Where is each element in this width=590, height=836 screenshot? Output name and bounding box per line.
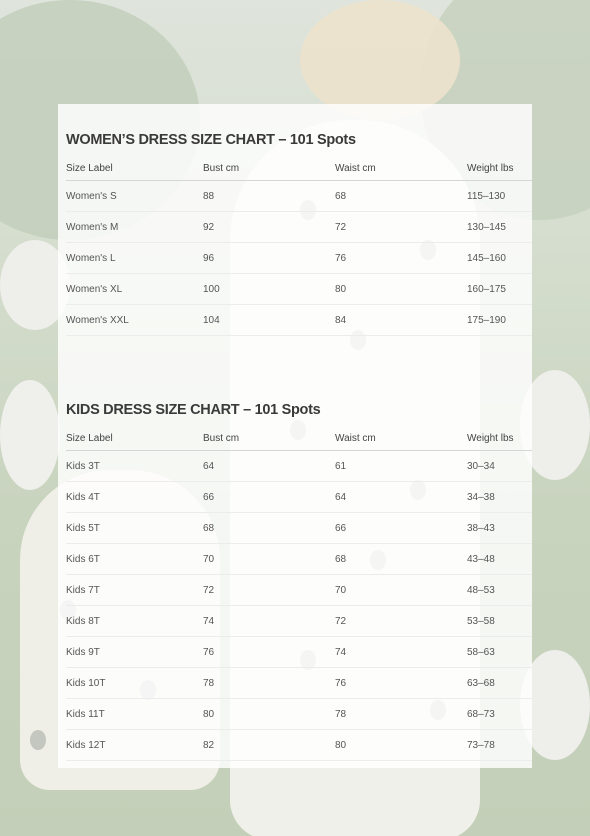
table-cell: Kids 12T <box>66 730 203 761</box>
women-size-section <box>66 130 532 336</box>
table-header-row <box>66 156 532 181</box>
table-cell: 78 <box>203 668 335 699</box>
table-cell: 78 <box>335 699 467 730</box>
table-cell: Kids 8T <box>66 606 203 637</box>
table-cell: 72 <box>335 212 467 243</box>
table-row <box>66 243 532 274</box>
table-cell: 68 <box>203 513 335 544</box>
table-row <box>66 305 532 336</box>
size-chart-panel <box>58 104 532 768</box>
polka-dot <box>30 730 46 750</box>
table-cell: 34–38 <box>467 482 532 513</box>
table-cell: Women's M <box>66 212 203 243</box>
women-size-table <box>66 156 532 336</box>
dalmatian-dog <box>0 380 60 490</box>
table-cell: Women's S <box>66 181 203 212</box>
column-header: Weight lbs <box>467 426 532 451</box>
table-cell: 66 <box>203 482 335 513</box>
table-cell: 72 <box>335 606 467 637</box>
table-row <box>66 451 532 482</box>
kids-size-table <box>66 426 532 761</box>
table-header-row <box>66 426 532 451</box>
table-cell: 80 <box>335 730 467 761</box>
table-cell: 76 <box>335 668 467 699</box>
table-row <box>66 212 532 243</box>
table-cell: 80 <box>335 274 467 305</box>
table-cell: Kids 3T <box>66 451 203 482</box>
table-cell: Kids 4T <box>66 482 203 513</box>
table-row <box>66 482 532 513</box>
table-cell: 92 <box>203 212 335 243</box>
table-cell: 80 <box>203 699 335 730</box>
table-row <box>66 606 532 637</box>
table-cell: Kids 5T <box>66 513 203 544</box>
table-cell: 74 <box>335 637 467 668</box>
table-cell: Women's XL <box>66 274 203 305</box>
table-cell: Kids 11T <box>66 699 203 730</box>
table-cell: Kids 10T <box>66 668 203 699</box>
women-chart-title: WOMEN’S DRESS SIZE CHART – 101 Spots <box>66 132 356 148</box>
table-cell: 175–190 <box>467 305 532 336</box>
kids-size-section <box>66 400 532 761</box>
table-cell: 68 <box>335 181 467 212</box>
kids-table-body <box>66 451 532 761</box>
table-cell: 76 <box>203 637 335 668</box>
table-cell: 63–68 <box>467 668 532 699</box>
table-cell: 74 <box>203 606 335 637</box>
women-table-body <box>66 181 532 336</box>
table-cell: 100 <box>203 274 335 305</box>
table-cell: 38–43 <box>467 513 532 544</box>
table-cell: 96 <box>203 243 335 274</box>
table-cell: 68 <box>335 544 467 575</box>
table-cell: 68–73 <box>467 699 532 730</box>
table-cell: 82 <box>203 730 335 761</box>
table-cell: 43–48 <box>467 544 532 575</box>
table-cell: 84 <box>335 305 467 336</box>
table-row <box>66 575 532 606</box>
table-cell: 48–53 <box>467 575 532 606</box>
table-cell: 76 <box>335 243 467 274</box>
column-header: Weight lbs <box>467 156 532 181</box>
column-header: Size Label <box>66 426 203 451</box>
table-cell: 66 <box>335 513 467 544</box>
table-row <box>66 637 532 668</box>
table-cell: 30–34 <box>467 451 532 482</box>
column-header: Bust cm <box>203 156 335 181</box>
column-header: Waist cm <box>335 156 467 181</box>
table-row <box>66 699 532 730</box>
table-cell: 88 <box>203 181 335 212</box>
table-cell: 53–58 <box>467 606 532 637</box>
table-row <box>66 274 532 305</box>
woman-hair <box>300 0 460 120</box>
table-row <box>66 668 532 699</box>
table-cell: 61 <box>335 451 467 482</box>
table-cell: Kids 9T <box>66 637 203 668</box>
table-cell: 104 <box>203 305 335 336</box>
column-header: Bust cm <box>203 426 335 451</box>
table-cell: 73–78 <box>467 730 532 761</box>
table-cell: 160–175 <box>467 274 532 305</box>
column-header: Waist cm <box>335 426 467 451</box>
table-cell: 145–160 <box>467 243 532 274</box>
table-cell: 58–63 <box>467 637 532 668</box>
table-cell: 70 <box>335 575 467 606</box>
table-cell: 64 <box>203 451 335 482</box>
table-cell: 72 <box>203 575 335 606</box>
table-cell: Women's XXL <box>66 305 203 336</box>
table-cell: 70 <box>203 544 335 575</box>
table-cell: 115–130 <box>467 181 532 212</box>
table-cell: 64 <box>335 482 467 513</box>
kids-chart-title: KIDS DRESS SIZE CHART – 101 Spots <box>66 402 321 418</box>
table-cell: Women's L <box>66 243 203 274</box>
table-row <box>66 513 532 544</box>
table-cell: 130–145 <box>467 212 532 243</box>
table-row <box>66 544 532 575</box>
table-cell: Kids 6T <box>66 544 203 575</box>
table-cell: Kids 7T <box>66 575 203 606</box>
column-header: Size Label <box>66 156 203 181</box>
table-row <box>66 730 532 761</box>
table-row <box>66 181 532 212</box>
